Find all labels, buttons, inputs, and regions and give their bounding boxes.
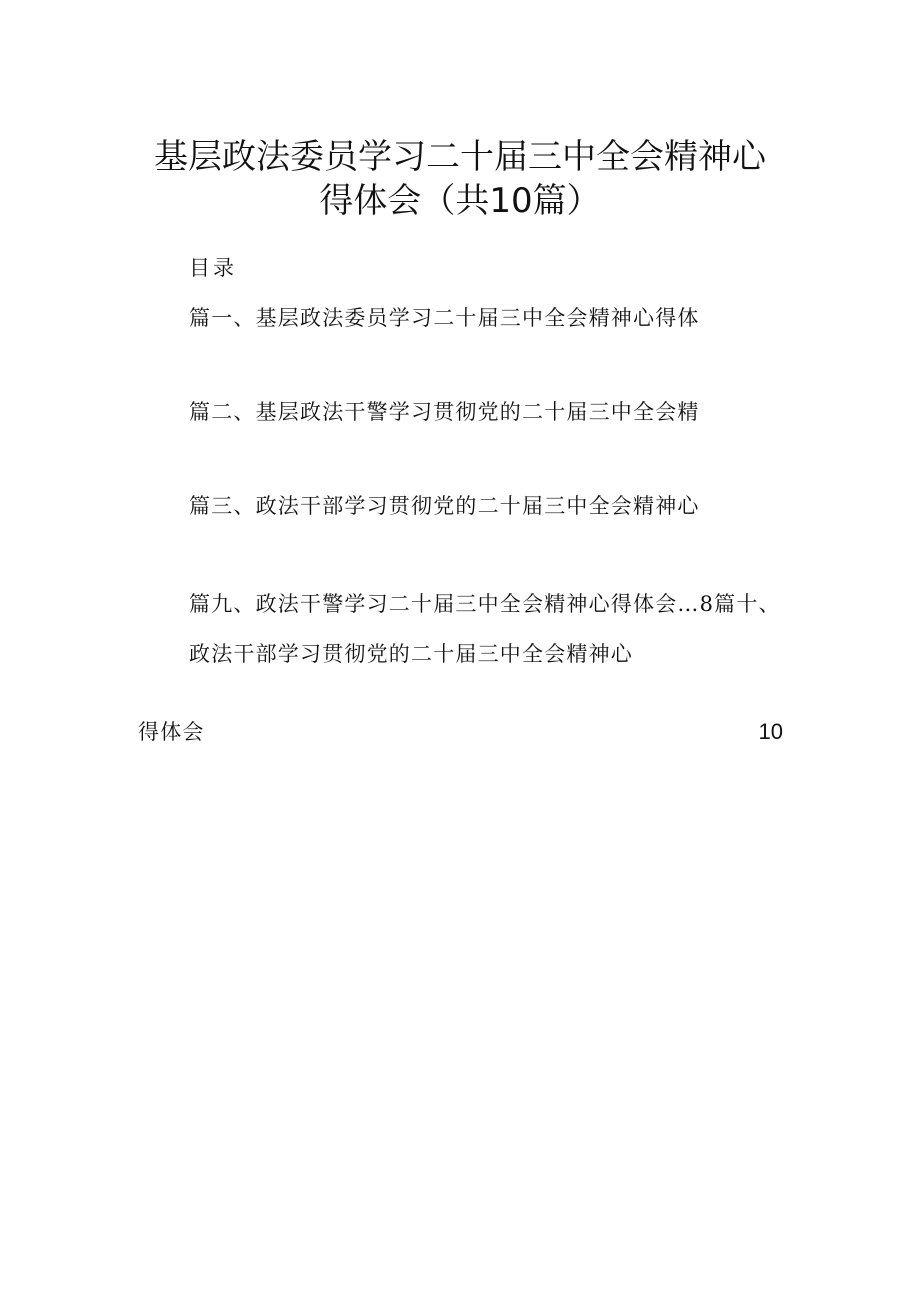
toc-entry-1[interactable]: 篇一、基层政法委员学习二十届三中全会精神心得体 (189, 306, 700, 330)
document-title-line-2: 得体会（共10篇） (319, 181, 601, 221)
toc-entry-9[interactable]: 篇九、政法干警学习二十届三中全会精神心得体会…8篇十、 (189, 592, 781, 616)
toc-last-line (138, 718, 783, 748)
document-title-line-1: 基层政法委员学习二十届三中全会精神心 (154, 137, 766, 177)
toc-entry-3[interactable]: 篇三、政法干部学习贯彻党的二十届三中全会精神心 (189, 494, 700, 518)
toc-last-line-text: 得体会 (138, 720, 205, 744)
toc-entry-2[interactable]: 篇二、基层政法干警学习贯彻党的二十届三中全会精 (189, 400, 700, 424)
toc-entry-10[interactable]: 政法干部学习贯彻党的二十届三中全会精神心 (189, 642, 633, 666)
toc-heading: 目录 (189, 256, 237, 280)
toc-page-number: 10 (758, 719, 783, 744)
